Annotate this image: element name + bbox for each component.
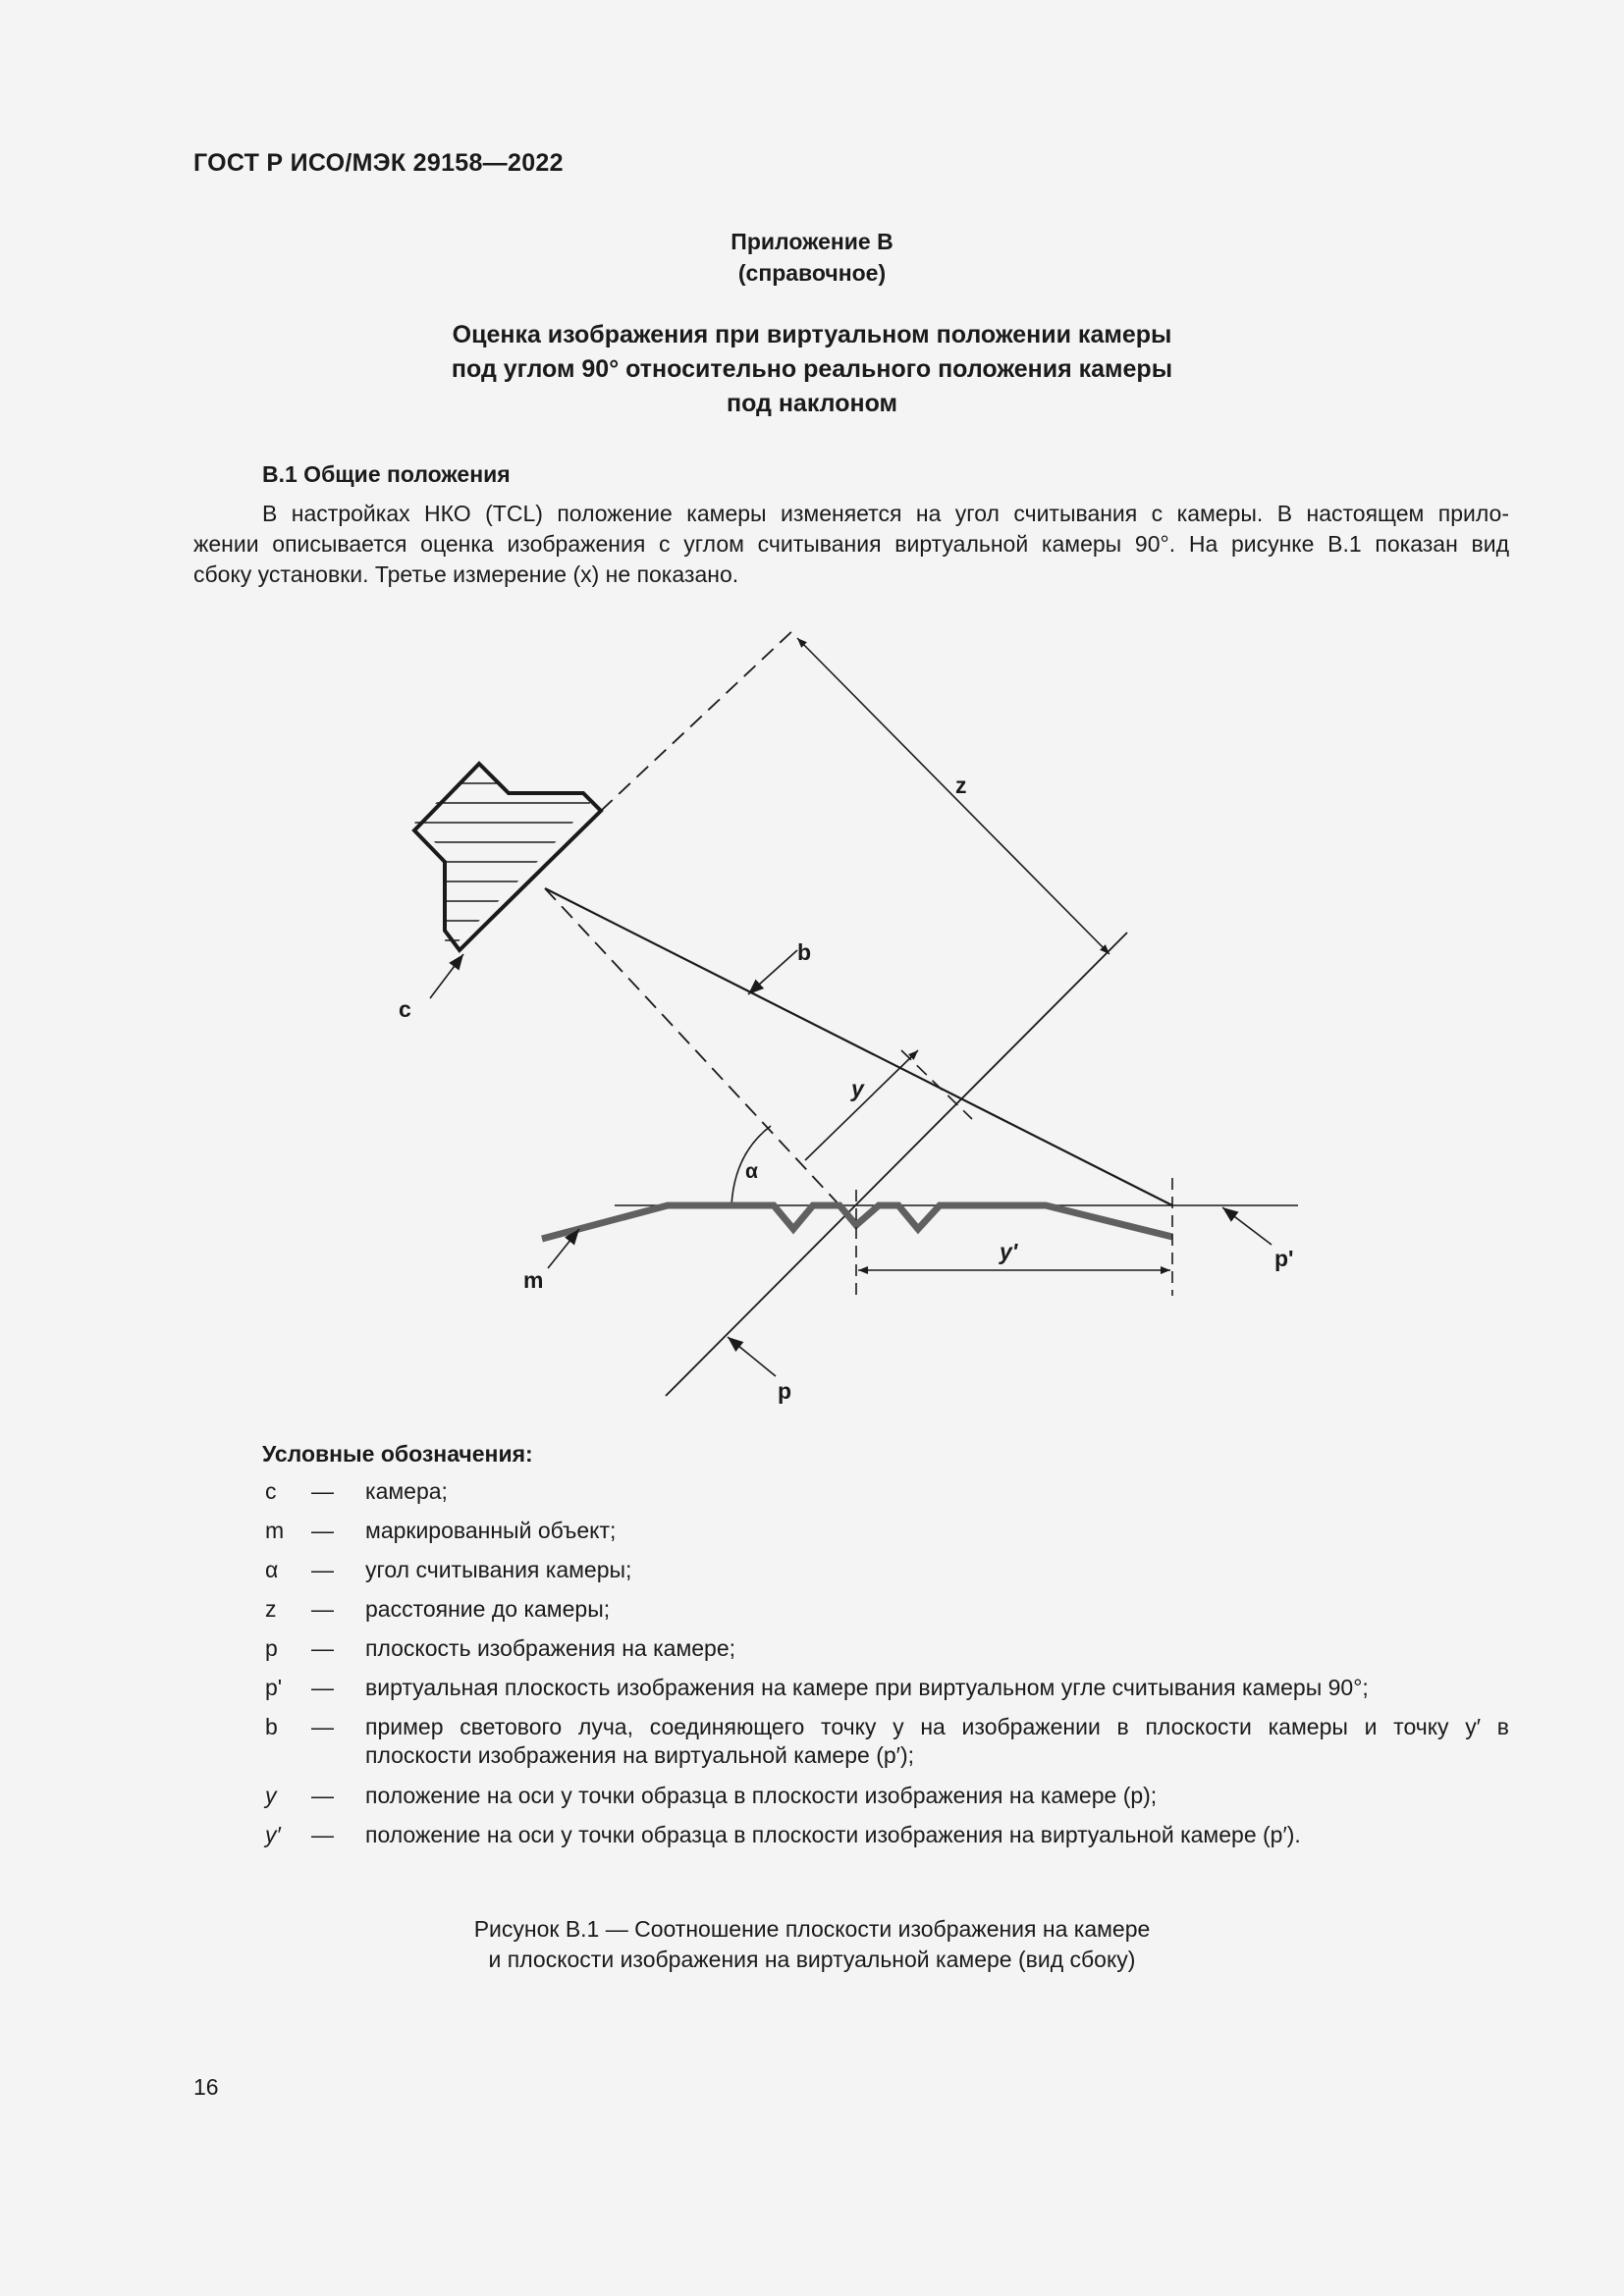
legend-text: расстояние до камеры;: [365, 1596, 611, 1622]
legend-item: [262, 1713, 1509, 1782]
legend-symbol: y: [265, 1783, 277, 1808]
label-z: z: [955, 773, 967, 798]
figure-caption: [0, 1914, 1624, 1975]
b-leader: [748, 950, 797, 994]
main-title-line-3: под наклоном: [726, 390, 898, 417]
legend-symbol: b: [265, 1714, 278, 1739]
z-dimension-arrow: [797, 638, 1110, 954]
caption-line-2: и плоскости изображения на виртуальной камере (вид сбоку): [488, 1947, 1136, 1972]
paragraph-line-3: сбоку установки. Третье измерение (x) не показано.: [193, 561, 739, 587]
legend-text: камера;: [365, 1478, 448, 1504]
label-y-prime: y': [1000, 1239, 1018, 1264]
legend-dash: —: [311, 1822, 334, 1847]
caption-line-1: Рисунок В.1 — Соотношение плоскости изображения на камере: [473, 1916, 1151, 1942]
label-alpha: α: [745, 1160, 758, 1183]
legend-symbol: y′: [265, 1822, 281, 1847]
light-ray-b: [545, 888, 1172, 1205]
legend-item: [262, 1517, 1509, 1556]
legend-dash: —: [311, 1714, 334, 1739]
image-plane-p: [666, 933, 1127, 1396]
legend-symbol: α: [265, 1557, 279, 1582]
annex-type-line: (справочное): [737, 260, 887, 286]
legend-item: [262, 1477, 1509, 1517]
legend-symbol: m: [265, 1518, 285, 1543]
label-p: p: [778, 1378, 792, 1404]
legend-text: угол считывания камеры;: [365, 1557, 632, 1582]
section-heading: В.1 Общие положения: [262, 461, 511, 487]
legend-dash: —: [311, 1596, 334, 1622]
main-title-line-1: Оценка изображения при виртуальном положении камеры: [452, 321, 1172, 348]
legend-text: плоскость изображения на камере;: [365, 1635, 736, 1661]
legend-symbol: p: [265, 1635, 278, 1661]
legend-symbol: z: [265, 1596, 277, 1622]
label-b: b: [797, 939, 812, 965]
legend-item: [262, 1595, 1509, 1634]
legend-dash: —: [311, 1557, 334, 1582]
legend-dash: —: [311, 1675, 334, 1700]
y-dimension-arrow: [805, 1050, 918, 1160]
legend-text-line-2: плоскости изображения на виртуальной камере (p′);: [365, 1742, 915, 1768]
label-p-prime: p': [1274, 1246, 1294, 1271]
camera-hatching: [403, 783, 609, 940]
c-leader: [430, 954, 463, 998]
annex-title-line: Приложение В: [731, 229, 893, 254]
label-y: y: [851, 1076, 864, 1101]
marked-object-m: [542, 1205, 1172, 1239]
legend-item: [262, 1782, 1509, 1821]
legend-item: [262, 1674, 1509, 1713]
legend-list: [262, 1477, 1509, 1860]
paragraph-line-1: В настройках НКО (TCL) положение камеры изменяется на угол считывания с камеры. В настоящем прило-: [262, 501, 1509, 526]
legend-symbol: c: [265, 1478, 277, 1504]
p-prime-leader: [1222, 1207, 1272, 1245]
legend-dash: —: [311, 1635, 334, 1661]
standard-header: ГОСТ Р ИСО/МЭК 29158—2022: [193, 149, 564, 177]
legend-item: [262, 1821, 1509, 1860]
camera-top-extension: [601, 628, 795, 811]
y-extension-line: [901, 1050, 972, 1119]
label-c: c: [399, 996, 411, 1022]
legend-text: виртуальная плоскость изображения на камере при виртуальном угле считывания камеры 90°;: [365, 1675, 1369, 1700]
p-leader: [728, 1337, 776, 1376]
legend-text: положение на оси y точки образца в плоскости изображения на виртуальной камере (p′).: [365, 1822, 1301, 1847]
legend-dash: —: [311, 1518, 334, 1543]
legend-dash: —: [311, 1783, 334, 1808]
legend-dash: —: [311, 1478, 334, 1504]
camera-outline: [414, 764, 601, 950]
legend-heading: Условные обозначения:: [262, 1441, 533, 1467]
main-title-line-2: под углом 90° относительно реального положения камеры: [451, 355, 1173, 383]
page-number: 16: [193, 2074, 219, 2100]
legend-text: маркированный объект;: [365, 1518, 617, 1543]
legend-text-line-1: пример светового луча, соединяющего точку y на изображении в плоскости камеры и точку y′ в: [365, 1714, 1509, 1739]
legend-symbol: p': [265, 1675, 283, 1700]
label-m: m: [523, 1267, 544, 1293]
paragraph-line-2: жении описывается оценка изображения с углом считывания виртуальной камеры 90°. На рисунке В.1 показан вид: [193, 531, 1509, 557]
legend-item: [262, 1556, 1509, 1595]
legend-item: [262, 1634, 1509, 1674]
legend-text: положение на оси y точки образца в плоскости изображения на камере (p);: [365, 1783, 1158, 1808]
